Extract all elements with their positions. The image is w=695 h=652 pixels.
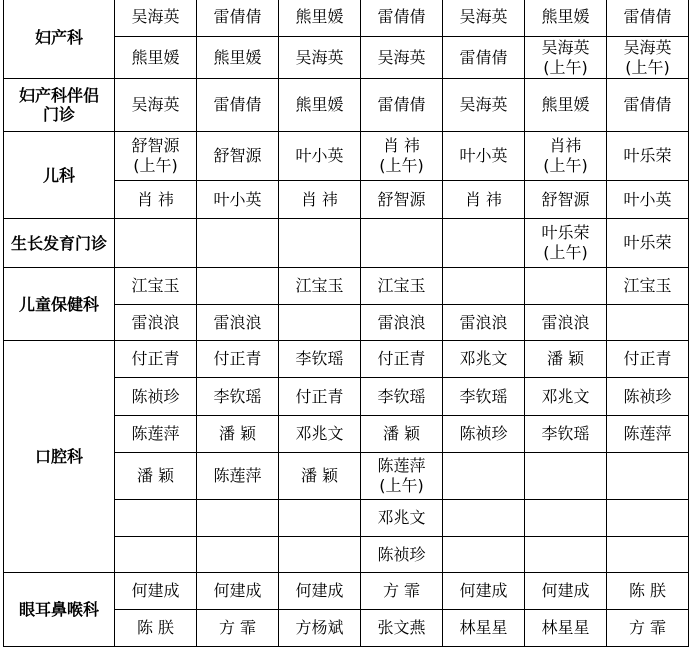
schedule-cell bbox=[443, 453, 525, 500]
schedule-cell bbox=[607, 132, 689, 181]
schedule-cell bbox=[361, 37, 443, 79]
schedule-cell bbox=[115, 37, 197, 79]
doctor-name: 雷倩倩 bbox=[623, 6, 672, 26]
department-label: 生长发育门诊 bbox=[10, 233, 107, 253]
schedule-cell bbox=[525, 500, 607, 537]
schedule-cell bbox=[525, 37, 607, 79]
doctor-name: 陈莲萍 bbox=[131, 424, 180, 443]
doctor-name: 陈祯珍 bbox=[459, 424, 508, 443]
table-row bbox=[4, 132, 689, 181]
doctor-name: 雷浪浪 bbox=[213, 312, 262, 332]
schedule-cell bbox=[607, 341, 689, 378]
schedule-cell bbox=[361, 610, 443, 647]
schedule-cell bbox=[361, 0, 443, 37]
schedule-cell bbox=[197, 132, 279, 181]
schedule-cell bbox=[197, 268, 279, 305]
doctor-name: 吴海英 (上午) bbox=[623, 37, 672, 77]
doctor-name: 熊里媛 bbox=[213, 47, 262, 67]
schedule-cell bbox=[361, 500, 443, 537]
schedule-cell bbox=[115, 305, 197, 341]
schedule-cell bbox=[361, 268, 443, 305]
schedule-cell bbox=[115, 453, 197, 500]
schedule-cell bbox=[279, 537, 361, 573]
doctor-name: 熊里媛 bbox=[131, 47, 180, 67]
schedule-cell bbox=[361, 573, 443, 610]
doctor-name: 吴海英 bbox=[131, 95, 180, 114]
doctor-name: 潘 颖 bbox=[546, 349, 585, 368]
schedule-cell bbox=[115, 181, 197, 219]
schedule-cell bbox=[197, 416, 279, 453]
doctor-name: 张文燕 bbox=[377, 618, 426, 637]
schedule-cell bbox=[443, 416, 525, 453]
schedule-cell bbox=[607, 181, 689, 219]
schedule-cell bbox=[525, 268, 607, 305]
schedule-cell bbox=[443, 268, 525, 305]
doctor-name: 江宝玉 bbox=[377, 276, 426, 295]
doctor-name: 叶乐荣 bbox=[623, 146, 672, 165]
doctor-name: 叶小英 bbox=[459, 146, 508, 165]
doctor-name: 何建成 bbox=[459, 581, 508, 600]
schedule-cell bbox=[525, 341, 607, 378]
doctor-name: 雷倩倩 bbox=[377, 6, 426, 26]
table-row bbox=[4, 573, 689, 610]
schedule-cell bbox=[115, 341, 197, 378]
doctor-name: 陈 朕 bbox=[136, 618, 175, 637]
schedule-cell bbox=[525, 416, 607, 453]
table-row bbox=[4, 79, 689, 132]
schedule-cell bbox=[607, 573, 689, 610]
schedule-cell bbox=[279, 416, 361, 453]
schedule-cell bbox=[525, 610, 607, 647]
doctor-name: 林星星 bbox=[541, 618, 590, 637]
doctor-name: 邓兆文 bbox=[295, 424, 344, 443]
department-name bbox=[4, 79, 115, 132]
schedule-cell bbox=[115, 416, 197, 453]
schedule-cell bbox=[279, 181, 361, 219]
schedule-cell bbox=[361, 537, 443, 573]
schedule-cell bbox=[525, 537, 607, 573]
schedule-cell bbox=[197, 453, 279, 500]
doctor-name: 舒智源 bbox=[377, 189, 426, 209]
schedule-cell bbox=[115, 537, 197, 573]
schedule-cell bbox=[279, 500, 361, 537]
doctor-name: 肖 祎 (上午) bbox=[379, 136, 424, 175]
schedule-cell bbox=[525, 453, 607, 500]
doctor-name: 舒智源 (上午) bbox=[131, 136, 180, 175]
doctor-name: 叶乐荣 bbox=[623, 233, 672, 252]
doctor-name: 雷浪浪 bbox=[131, 312, 180, 332]
schedule-cell bbox=[115, 378, 197, 416]
schedule-cell bbox=[525, 181, 607, 219]
doctor-name: 熊里媛 bbox=[295, 6, 344, 26]
schedule-cell bbox=[361, 305, 443, 341]
doctor-name: 舒智源 bbox=[541, 189, 590, 209]
doctor-name: 何建成 bbox=[295, 581, 344, 600]
department-name bbox=[4, 268, 115, 341]
department-label: 儿童保健科 bbox=[18, 294, 99, 314]
schedule-cell bbox=[279, 610, 361, 647]
doctor-name: 吴海英 bbox=[459, 95, 508, 114]
doctor-name: 邓兆文 bbox=[541, 386, 590, 406]
doctor-name: 何建成 bbox=[541, 581, 590, 600]
doctor-name: 江宝玉 bbox=[131, 276, 180, 295]
schedule-table bbox=[3, 0, 689, 647]
doctor-name: 叶小英 bbox=[623, 189, 672, 209]
doctor-name: 林星星 bbox=[459, 618, 508, 637]
schedule-cell bbox=[525, 132, 607, 181]
doctor-name: 江宝玉 bbox=[623, 276, 672, 295]
doctor-name: 江宝玉 bbox=[295, 276, 344, 295]
doctor-name: 李钦瑶 bbox=[541, 424, 590, 443]
schedule-cell bbox=[279, 378, 361, 416]
table-row bbox=[4, 219, 689, 268]
doctor-name: 陈祯珍 bbox=[623, 386, 672, 406]
schedule-cell bbox=[443, 181, 525, 219]
doctor-name: 肖 祎 bbox=[300, 189, 339, 209]
schedule-cell bbox=[525, 573, 607, 610]
schedule-cell bbox=[443, 0, 525, 37]
doctor-name: 雷浪浪 bbox=[377, 312, 426, 332]
schedule-cell bbox=[607, 79, 689, 132]
doctor-name: 方杨斌 bbox=[295, 618, 344, 637]
doctor-name: 李钦瑶 bbox=[295, 349, 344, 368]
schedule-cell bbox=[279, 37, 361, 79]
schedule-cell bbox=[361, 219, 443, 268]
schedule-cell bbox=[525, 378, 607, 416]
schedule-cell bbox=[197, 181, 279, 219]
doctor-name: 李钦瑶 bbox=[213, 386, 262, 406]
schedule-cell bbox=[607, 416, 689, 453]
doctor-name: 潘 颖 bbox=[300, 466, 339, 485]
schedule-cell bbox=[197, 537, 279, 573]
doctor-name: 陈莲萍 bbox=[623, 424, 672, 443]
doctor-name: 吴海英 bbox=[295, 47, 344, 67]
schedule-cell bbox=[607, 305, 689, 341]
schedule-cell bbox=[279, 268, 361, 305]
department-label: 妇产科伴侣 门诊 bbox=[18, 86, 99, 124]
doctor-name: 舒智源 bbox=[213, 146, 262, 165]
doctor-name: 吴海英 (上午) bbox=[541, 37, 590, 77]
schedule-cell bbox=[197, 341, 279, 378]
doctor-name: 陈祯珍 bbox=[131, 386, 180, 406]
schedule-cell bbox=[443, 341, 525, 378]
doctor-name: 吴海英 bbox=[459, 6, 508, 26]
schedule-cell bbox=[443, 79, 525, 132]
schedule-cell bbox=[279, 341, 361, 378]
doctor-name: 付正青 bbox=[623, 349, 672, 368]
doctor-name: 雷倩倩 bbox=[213, 95, 262, 114]
doctor-name: 熊里媛 bbox=[541, 6, 590, 26]
department-name bbox=[4, 219, 115, 268]
schedule-cell bbox=[197, 219, 279, 268]
doctor-name: 陈莲萍 bbox=[213, 466, 262, 485]
doctor-name: 雷浪浪 bbox=[541, 312, 590, 332]
schedule-cell bbox=[443, 573, 525, 610]
schedule-cell bbox=[607, 378, 689, 416]
doctor-name: 方 霏 bbox=[382, 581, 421, 600]
doctor-name: 付正青 bbox=[295, 386, 344, 406]
table-row bbox=[4, 341, 689, 378]
doctor-name: 李钦瑶 bbox=[377, 386, 426, 406]
doctor-name: 付正青 bbox=[213, 349, 262, 368]
schedule-cell bbox=[361, 378, 443, 416]
doctor-name: 潘 颖 bbox=[218, 424, 257, 443]
doctor-name: 叶乐荣 (上午) bbox=[541, 223, 590, 262]
department-name bbox=[4, 573, 115, 647]
schedule-cell bbox=[607, 537, 689, 573]
doctor-name: 何建成 bbox=[131, 581, 180, 600]
schedule-cell bbox=[115, 219, 197, 268]
schedule-cell bbox=[115, 0, 197, 37]
doctor-name: 熊里媛 bbox=[541, 95, 590, 114]
department-name bbox=[4, 132, 115, 219]
doctor-name: 雷倩倩 bbox=[459, 47, 508, 67]
schedule-cell bbox=[115, 132, 197, 181]
doctor-name: 方 霏 bbox=[628, 618, 667, 637]
department-name bbox=[4, 0, 115, 79]
doctor-name: 雷倩倩 bbox=[213, 6, 262, 26]
schedule-cell bbox=[361, 341, 443, 378]
schedule-cell bbox=[607, 37, 689, 79]
schedule-cell bbox=[197, 0, 279, 37]
table-row bbox=[4, 0, 689, 37]
schedule-cell bbox=[197, 573, 279, 610]
schedule-cell bbox=[279, 305, 361, 341]
doctor-name: 雷浪浪 bbox=[459, 312, 508, 332]
schedule-cell bbox=[115, 79, 197, 132]
schedule-body bbox=[4, 0, 689, 647]
schedule-cell bbox=[197, 500, 279, 537]
schedule-cell bbox=[197, 79, 279, 132]
schedule-cell bbox=[443, 305, 525, 341]
schedule-cell bbox=[443, 219, 525, 268]
doctor-name: 陈祯珍 bbox=[377, 544, 426, 564]
schedule-cell bbox=[279, 0, 361, 37]
doctor-name: 付正青 bbox=[131, 349, 180, 368]
schedule-cell bbox=[115, 500, 197, 537]
doctor-name: 李钦瑶 bbox=[459, 386, 508, 406]
schedule-cell bbox=[525, 79, 607, 132]
schedule-cell bbox=[607, 219, 689, 268]
doctor-name: 叶小英 bbox=[295, 146, 344, 165]
doctor-name: 陈 朕 bbox=[628, 581, 667, 600]
schedule-cell bbox=[279, 132, 361, 181]
doctor-name: 潘 颖 bbox=[136, 466, 175, 485]
schedule-cell bbox=[443, 378, 525, 416]
schedule-cell bbox=[197, 37, 279, 79]
schedule-cell bbox=[115, 268, 197, 305]
schedule-cell bbox=[607, 500, 689, 537]
schedule-cell bbox=[443, 610, 525, 647]
doctor-name: 肖 祎 bbox=[136, 189, 175, 209]
schedule-cell bbox=[115, 573, 197, 610]
schedule-cell bbox=[361, 416, 443, 453]
doctor-name: 陈莲萍 (上午) bbox=[377, 456, 426, 495]
schedule-cell bbox=[279, 219, 361, 268]
schedule-cell bbox=[197, 378, 279, 416]
department-name bbox=[4, 341, 115, 573]
doctor-name: 肖祎 (上午) bbox=[543, 136, 588, 175]
schedule-cell bbox=[279, 453, 361, 500]
doctor-name: 雷倩倩 bbox=[623, 95, 672, 114]
schedule-cell bbox=[443, 537, 525, 573]
schedule-cell bbox=[197, 305, 279, 341]
doctor-name: 吴海英 bbox=[377, 47, 426, 67]
schedule-cell bbox=[607, 453, 689, 500]
schedule-cell bbox=[525, 305, 607, 341]
schedule-cell bbox=[525, 0, 607, 37]
schedule-cell bbox=[279, 573, 361, 610]
schedule-cell bbox=[361, 79, 443, 132]
schedule-cell bbox=[279, 79, 361, 132]
schedule-cell bbox=[607, 0, 689, 37]
schedule-cell bbox=[197, 610, 279, 647]
schedule-cell bbox=[607, 610, 689, 647]
department-label: 口腔科 bbox=[34, 447, 83, 466]
table-row bbox=[4, 268, 689, 305]
doctor-name: 方 霏 bbox=[218, 618, 257, 637]
schedule-cell bbox=[607, 268, 689, 305]
schedule-cell bbox=[361, 132, 443, 181]
schedule-cell bbox=[361, 181, 443, 219]
doctor-name: 熊里媛 bbox=[295, 95, 344, 114]
doctor-name: 叶小英 bbox=[213, 189, 262, 209]
department-label: 眼耳鼻喉科 bbox=[18, 600, 99, 619]
schedule-cell bbox=[525, 219, 607, 268]
doctor-name: 肖 祎 bbox=[464, 189, 503, 209]
doctor-name: 邓兆文 bbox=[377, 508, 426, 527]
doctor-name: 雷倩倩 bbox=[377, 95, 426, 114]
schedule-cell bbox=[115, 610, 197, 647]
doctor-name: 邓兆文 bbox=[459, 349, 508, 368]
schedule-cell bbox=[361, 453, 443, 500]
schedule-cell bbox=[443, 500, 525, 537]
schedule-cell bbox=[443, 37, 525, 79]
doctor-name: 付正青 bbox=[377, 349, 426, 368]
doctor-name: 潘 颖 bbox=[382, 424, 421, 443]
doctor-name: 何建成 bbox=[213, 581, 262, 600]
department-label: 儿科 bbox=[42, 165, 75, 185]
doctor-name: 吴海英 bbox=[131, 6, 180, 26]
department-label: 妇产科 bbox=[34, 28, 83, 47]
schedule-cell bbox=[443, 132, 525, 181]
